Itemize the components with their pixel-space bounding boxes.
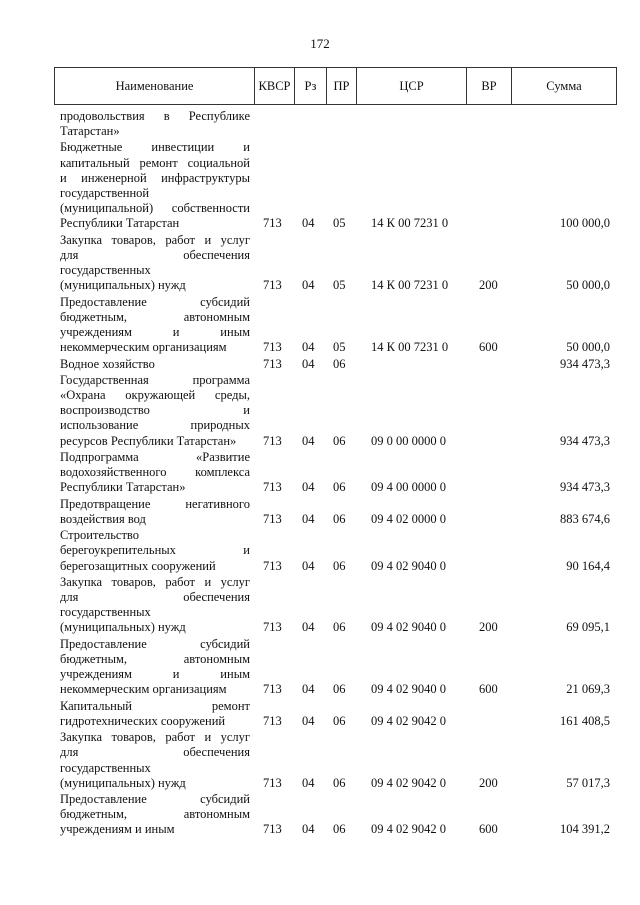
row-kvsr: 713	[263, 480, 282, 495]
row-name	[60, 140, 250, 231]
table-row	[0, 233, 640, 294]
row-csr: 09 0 00 0000 0	[371, 433, 446, 448]
row-rz: 04	[302, 558, 315, 573]
row-sum: 934 473,3	[560, 356, 610, 371]
row-name-line: использование природных	[60, 418, 250, 433]
row-vr: 200	[479, 278, 498, 293]
row-name-line: для обеспечения	[60, 247, 250, 262]
row-vr: 200	[479, 620, 498, 635]
page-number: 172	[310, 36, 330, 51]
row-kvsr: 713	[263, 775, 282, 790]
row-name-line: Татарстан»	[60, 124, 120, 139]
row-sum: 21 069,3	[566, 682, 610, 697]
table-row	[0, 497, 640, 527]
row-rz: 04	[302, 216, 315, 231]
row-name-line: учреждениям и иным	[60, 325, 250, 340]
row-name-line: (муниципальной) собственности	[60, 201, 250, 216]
table-row	[0, 637, 640, 698]
table-row	[0, 575, 640, 636]
row-name-line: ресурсов Республики Татарстан»	[60, 433, 237, 448]
row-name-line: Государственная программа	[60, 372, 250, 387]
header-kvsr: КВСР	[254, 68, 294, 104]
row-csr: 09 4 02 9040 0	[371, 558, 446, 573]
row-name-line: для обеспечения	[60, 590, 250, 605]
table-row	[0, 109, 640, 139]
row-rz: 04	[302, 620, 315, 635]
row-vr: 600	[479, 822, 498, 837]
table-row	[0, 528, 640, 574]
row-name	[60, 357, 250, 372]
row-name-line: Водное хозяйство	[60, 356, 155, 371]
table-row	[0, 699, 640, 729]
row-rz: 04	[302, 356, 315, 371]
row-csr: 09 4 02 9042 0	[371, 775, 446, 790]
row-name-line: Предоставление субсидий	[60, 294, 250, 309]
row-name-line: Закупка товаров, работ и услуг	[60, 574, 250, 589]
row-pr: 06	[333, 822, 346, 837]
row-name-line: берегоукрепительных и	[60, 543, 250, 558]
row-pr: 06	[333, 480, 346, 495]
row-sum: 100 000,0	[560, 216, 610, 231]
row-name-line: берегозащитных сооружений	[60, 558, 216, 573]
row-pr: 06	[333, 620, 346, 635]
row-name-line: некоммерческим организациям	[60, 682, 227, 697]
row-name-line: Закупка товаров, работ и услуг	[60, 232, 250, 247]
row-csr: 09 4 02 9042 0	[371, 822, 446, 837]
row-csr: 09 4 02 9042 0	[371, 713, 446, 728]
row-rz: 04	[302, 775, 315, 790]
row-kvsr: 713	[263, 340, 282, 355]
row-rz: 04	[302, 480, 315, 495]
row-rz: 04	[302, 713, 315, 728]
row-csr: 14 К 00 7231 0	[371, 278, 449, 293]
row-pr: 05	[333, 340, 346, 355]
row-rz: 04	[302, 433, 315, 448]
row-kvsr: 713	[263, 558, 282, 573]
row-name-line: Предотвращение негативного	[60, 496, 250, 511]
row-name-line: (муниципальных) нужд	[60, 278, 186, 293]
row-name-line: Предоставление субсидий	[60, 636, 250, 651]
row-rz: 04	[302, 822, 315, 837]
row-kvsr: 713	[263, 713, 282, 728]
row-kvsr: 713	[263, 682, 282, 697]
row-name-line: Строительство	[60, 528, 140, 543]
row-pr: 06	[333, 558, 346, 573]
row-sum: 161 408,5	[560, 713, 610, 728]
row-name-line: воздействия вод	[60, 511, 146, 526]
row-name	[60, 699, 250, 729]
row-kvsr: 713	[263, 511, 282, 526]
row-sum: 104 391,2	[560, 822, 610, 837]
row-name-line: Республики Татарстан	[60, 216, 180, 231]
row-vr: 600	[479, 340, 498, 355]
row-name-line: продовольствия в Республике	[60, 108, 250, 123]
row-csr: 09 4 02 0000 0	[371, 511, 446, 526]
row-name	[60, 450, 250, 496]
header-name: Наименование	[54, 68, 254, 104]
row-kvsr: 713	[263, 620, 282, 635]
row-name	[60, 528, 250, 574]
row-name	[60, 373, 250, 449]
row-name-line: государственной	[60, 186, 150, 201]
row-name-line: и инженерной инфраструктуры	[60, 170, 250, 185]
row-kvsr: 713	[263, 356, 282, 371]
row-name-line: (муниципальных) нужд	[60, 775, 186, 790]
row-name-line: капитальный ремонт социальной	[60, 155, 250, 170]
row-pr: 06	[333, 713, 346, 728]
row-csr: 09 4 02 9040 0	[371, 682, 446, 697]
row-name-line: водохозяйственного комплекса	[60, 465, 250, 480]
row-name	[60, 233, 250, 294]
row-rz: 04	[302, 278, 315, 293]
row-name-line: бюджетным, автономным	[60, 309, 250, 324]
row-name	[60, 497, 250, 527]
row-pr: 05	[333, 216, 346, 231]
row-name-line: государственных	[60, 760, 151, 775]
row-sum: 50 000,0	[566, 278, 610, 293]
row-name	[60, 637, 250, 698]
row-name-line: учреждениям и иным	[60, 822, 175, 837]
row-pr: 06	[333, 356, 346, 371]
row-name-line: Подпрограмма «Развитие	[60, 449, 250, 464]
table-row	[0, 450, 640, 496]
row-name-line: государственных	[60, 263, 151, 278]
table-row	[0, 373, 640, 449]
row-name-line: бюджетным, автономным	[60, 807, 250, 822]
row-csr: 14 К 00 7231 0	[371, 216, 449, 231]
row-name	[60, 730, 250, 791]
row-pr: 06	[333, 682, 346, 697]
row-vr: 200	[479, 775, 498, 790]
row-rz: 04	[302, 511, 315, 526]
row-name-line: государственных	[60, 605, 151, 620]
row-kvsr: 713	[263, 216, 282, 231]
table-row	[0, 295, 640, 356]
row-sum: 934 473,3	[560, 480, 610, 495]
row-sum: 69 095,1	[566, 620, 610, 635]
row-name-line: Бюджетные инвестиции и	[60, 140, 250, 155]
row-kvsr: 713	[263, 278, 282, 293]
row-kvsr: 713	[263, 822, 282, 837]
row-name-line: воспроизводство и	[60, 403, 250, 418]
row-csr: 09 4 02 9040 0	[371, 620, 446, 635]
row-pr: 05	[333, 278, 346, 293]
row-name	[60, 575, 250, 636]
table-row	[0, 357, 640, 372]
row-name-line: гидротехнических сооружений	[60, 713, 226, 728]
row-name	[60, 792, 250, 838]
row-name-line: учреждениям и иным	[60, 667, 250, 682]
table-row	[0, 141, 640, 232]
row-name-line: Предоставление субсидий	[60, 792, 250, 807]
row-name	[60, 109, 250, 139]
row-rz: 04	[302, 682, 315, 697]
table-row	[0, 792, 640, 838]
header-sum: Сумма	[511, 68, 617, 104]
row-pr: 06	[333, 775, 346, 790]
row-name	[60, 295, 250, 356]
row-sum: 883 674,6	[560, 511, 610, 526]
row-csr: 14 К 00 7231 0	[371, 340, 449, 355]
row-name-line: бюджетным, автономным	[60, 651, 250, 666]
row-sum: 90 164,4	[566, 558, 610, 573]
row-name-line: (муниципальных) нужд	[60, 620, 186, 635]
table-row	[0, 730, 640, 791]
row-csr: 09 4 00 0000 0	[371, 480, 446, 495]
row-kvsr: 713	[263, 433, 282, 448]
row-name-line: для обеспечения	[60, 745, 250, 760]
row-sum: 57 017,3	[566, 775, 610, 790]
row-name-line: Республики Татарстан»	[60, 480, 186, 495]
header-rz: Рз	[294, 68, 326, 104]
row-name-line: Закупка товаров, работ и услуг	[60, 730, 250, 745]
row-pr: 06	[333, 433, 346, 448]
row-vr: 600	[479, 682, 498, 697]
row-sum: 934 473,3	[560, 433, 610, 448]
header-vr: ВР	[466, 68, 511, 104]
row-rz: 04	[302, 340, 315, 355]
row-pr: 06	[333, 511, 346, 526]
header-pr: ПР	[326, 68, 356, 104]
row-name-line: Капитальный ремонт	[60, 698, 250, 713]
row-name-line: некоммерческим организациям	[60, 340, 227, 355]
row-name-line: «Охрана окружающей среды,	[60, 388, 250, 403]
header-csr: ЦСР	[356, 68, 466, 104]
row-sum: 50 000,0	[566, 340, 610, 355]
